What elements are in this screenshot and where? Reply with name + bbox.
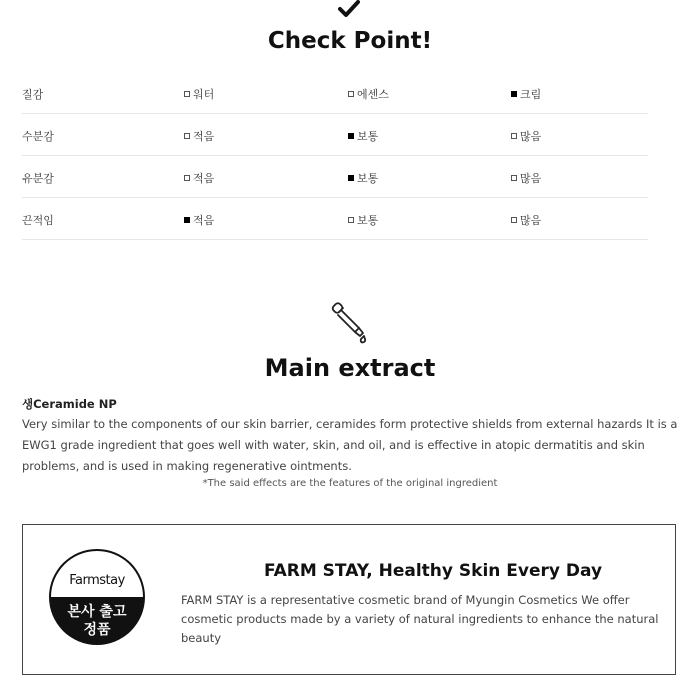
main-extract-title: Main extract (264, 354, 436, 382)
option-item: 많음 (511, 128, 541, 144)
ingredient-name: 생Ceramide NP (22, 397, 117, 411)
option-item: 크림 (511, 86, 541, 102)
disclaimer-note: *The said effects are the features of the original ingredient (202, 478, 498, 489)
check-point-table (22, 72, 648, 240)
table-row (22, 156, 648, 198)
option-item: 많음 (511, 212, 541, 228)
option-item: 많음 (511, 170, 541, 186)
table-row (22, 198, 648, 240)
farmstay-logo: Farmstay (69, 573, 125, 588)
checkbox-icon (348, 217, 354, 223)
brand-title: FARM STAY, Healthy Skin Every Day (263, 561, 603, 581)
checkbox-icon (184, 133, 190, 139)
checkbox-icon (184, 91, 190, 97)
seal-text-line1: 본사 출고 (67, 604, 127, 620)
option-item: 적음 (184, 128, 214, 144)
brand-box (22, 524, 676, 675)
row-label: 유분감 (22, 172, 54, 185)
row-label: 끈적임 (22, 214, 54, 227)
check-icon (337, 0, 361, 18)
checkbox-icon (511, 133, 517, 139)
checkbox-icon (511, 217, 517, 223)
table-row (22, 114, 648, 156)
option-item: 적음 (184, 170, 214, 186)
authentic-seal-logo (49, 549, 145, 645)
check-point-title: Check Point! (267, 28, 433, 54)
checked-box-icon (511, 91, 517, 97)
brand-description: FARM STAY is a representative cosmetic brand of Myungin Cosmetics We offer cosmetic products made by a variety of natural ingredients to enhance the natural beauty (181, 593, 659, 645)
option-item: 에센스 (348, 86, 389, 102)
checkbox-icon (511, 175, 517, 181)
checkbox-icon (184, 175, 190, 181)
extract-section (22, 396, 682, 477)
checked-box-icon (184, 217, 190, 223)
dropper-icon (329, 302, 369, 344)
option-item: 보통 (348, 212, 378, 228)
row-label: 질감 (22, 88, 44, 101)
checked-box-icon (348, 133, 354, 139)
ingredient-description: Very similar to the components of our skin barrier, ceramides form protective shields from external hazards It is a EWG1 grade ingredient that goes well with water, skin, and oil, and is effective in atopic dermatitis and skin problems, and is used in making regenerative ointments. (22, 417, 678, 473)
table-row (22, 72, 648, 114)
row-label: 수분감 (22, 130, 54, 143)
option-item: 적음 (184, 212, 214, 228)
option-item: 보통 (348, 170, 378, 186)
option-item: 보통 (348, 128, 378, 144)
checked-box-icon (348, 175, 354, 181)
option-item: 워터 (184, 86, 214, 102)
seal-text-line2: 정품 (83, 622, 111, 638)
checkbox-icon (348, 91, 354, 97)
